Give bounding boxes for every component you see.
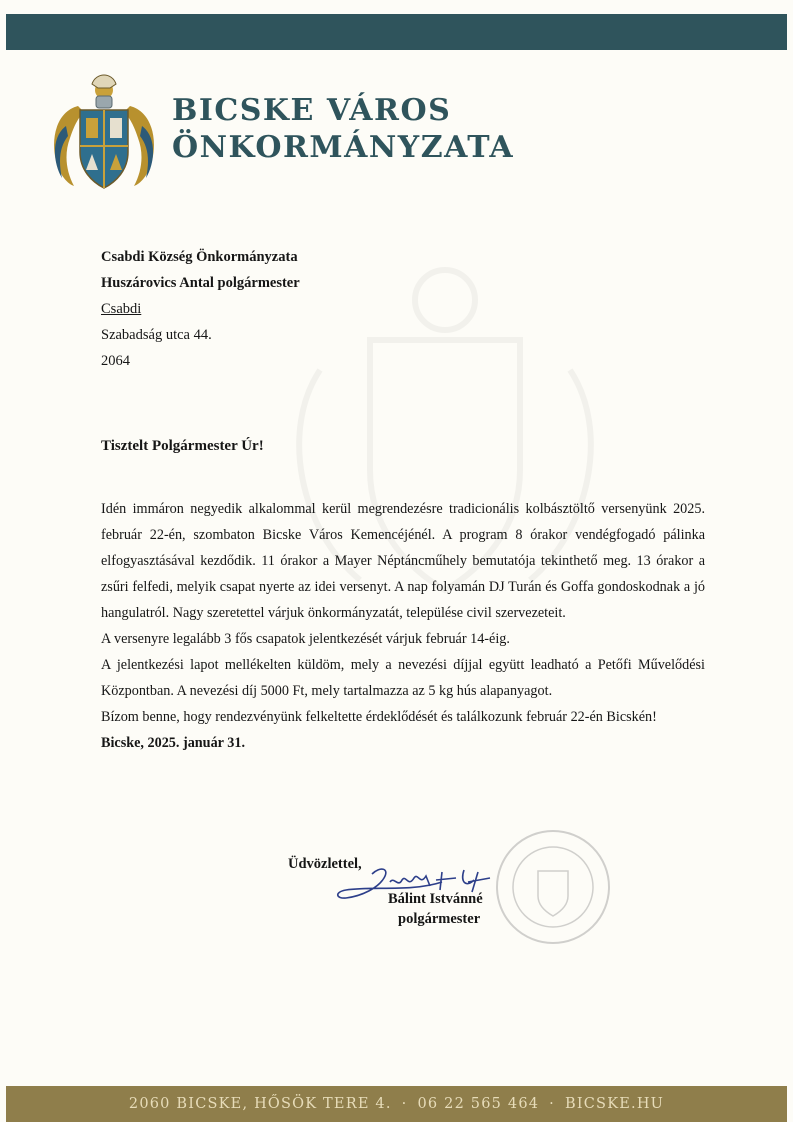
signer-name: Bálint Istvánné <box>388 891 483 907</box>
footer-website-link[interactable]: BICSKE.HU <box>564 1096 665 1112</box>
body-paragraph: A jelentkezési lapot mellékelten küldöm, mely a nevezési díjjal együtt leadható a Petőfi Művelődési Központban. A nevezési díj 5000 Ft, mely tartalmazza az 5 kg hús alapanyagot. <box>101 657 705 699</box>
recipient-zip: 2064 <box>101 353 130 369</box>
footer-phone: 06 22 565 464 <box>417 1096 540 1112</box>
letter-body <box>101 496 705 756</box>
date-line: Bicske, 2025. január 31. <box>101 735 245 751</box>
closing: Üdvözlettel, <box>288 856 362 872</box>
signer-title: polgármester <box>398 911 481 927</box>
signer-block <box>388 889 483 929</box>
footer-address: 2060 BICSKE, HŐSÖK TERE 4. <box>128 1096 392 1112</box>
recipient-address <box>101 244 300 374</box>
coat-of-arms-icon <box>48 66 160 196</box>
title-line-2: ÖNKORMÁNYZATA <box>172 130 515 165</box>
recipient-person: Huszárovics Antal polgármester <box>101 275 300 291</box>
footer-separator: · <box>401 1096 408 1112</box>
salutation: Tisztelt Polgármester Úr! <box>101 438 264 454</box>
recipient-organization: Csabdi Község Önkormányzata <box>101 249 298 265</box>
recipient-street: Szabadság utca 44. <box>101 327 212 343</box>
municipality-title <box>172 92 514 166</box>
footer-separator: · <box>549 1096 555 1112</box>
footer-bar <box>6 1086 787 1122</box>
header-bar <box>6 14 787 50</box>
body-paragraph: A versenyre legalább 3 fős csapatok jelentkezését várjuk február 14-éig. <box>101 631 510 647</box>
body-paragraph: Bízom benne, hogy rendezvényünk felkeltette érdeklődését és találkozunk február 22-én Bicskén! <box>101 709 657 725</box>
body-paragraph: Idén immáron negyedik alkalommal kerül megrendezésre tradicionális kolbásztöltő versenyünk 2025. február 22-én, szombaton Bicske Város Kemencéjénél. A program 8 órakor vendégfogadó pálinka elfogyasztásával kezdődik. 11 órakor a Mayer Néptáncműhely bemutatója tekinthető meg. 13 órakor a zsűri felfedi, melyik csapat nyerte az idei versenyt. A nap folyamán DJ Turán és Goffa gondoskodnak a jó hangulatról. Nagy szeretettel várjuk önkormányzatát, települése civil szervezeteit. <box>101 501 705 621</box>
title-line-1: BICSKE VÁROS <box>172 93 452 128</box>
recipient-city: Csabdi <box>101 301 142 317</box>
